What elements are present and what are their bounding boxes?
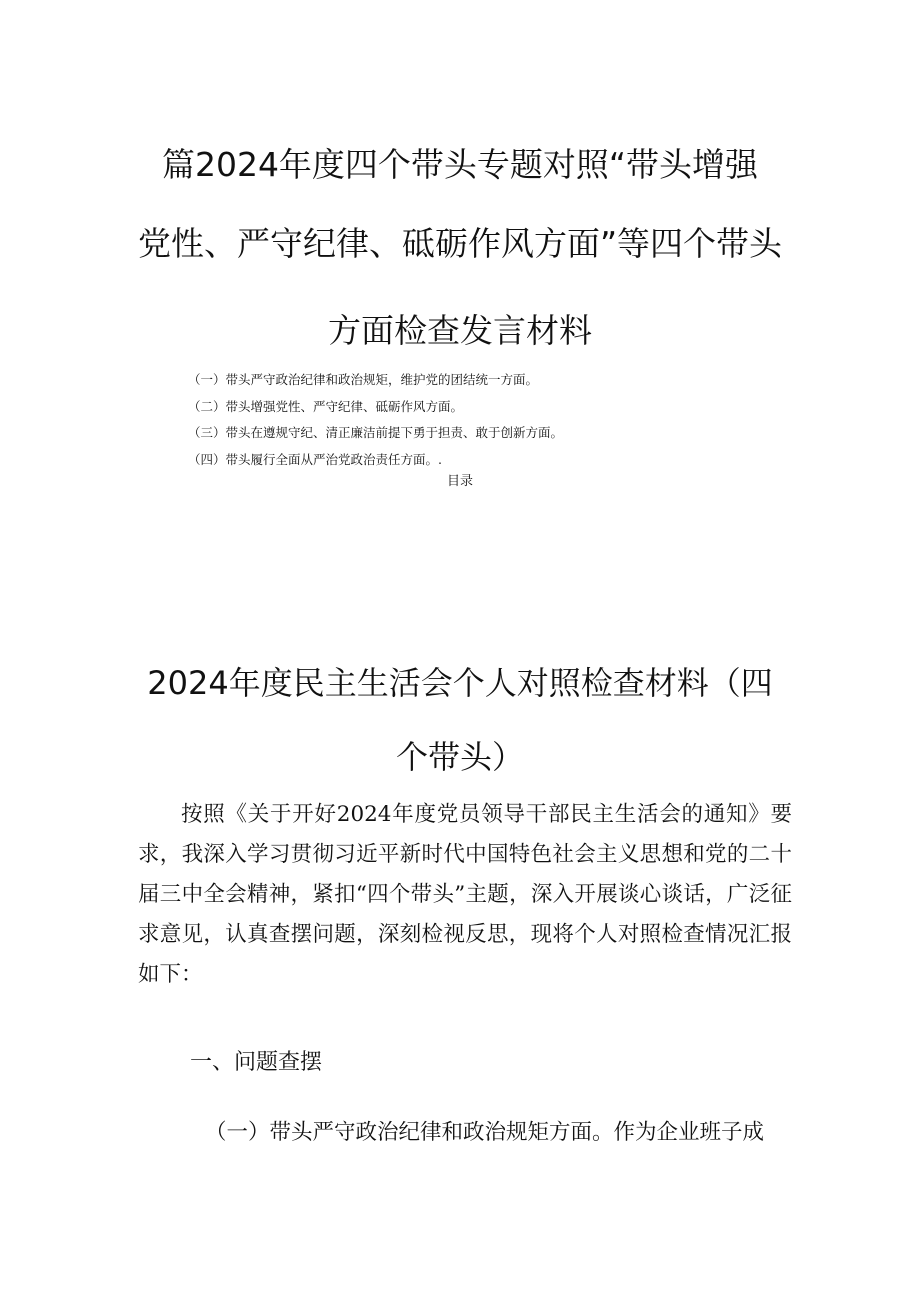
- toc-item[interactable]: （一）带头严守政治纪律和政治规矩，维护党的团结统一方面。: [188, 372, 539, 387]
- document-title-line-2: 党性、严守纪律、砥砺作风方面”等四个带头: [137, 224, 783, 263]
- table-of-contents: [188, 367, 563, 473]
- document-title-line-3: 方面检查发言材料: [328, 311, 592, 350]
- heading-problem-review: 一、问题查摆: [190, 1050, 323, 1075]
- toc-item[interactable]: （三）带头在遵规守纪、清正廉洁前提下勇于担责、敢于创新方面。: [188, 425, 564, 440]
- section-title-line-2: 个带头）: [395, 738, 524, 776]
- intro-paragraph: 按照《关于开好2024年度党员领导干部民主生活会的通知》要求，我深入学习贯彻习近平新时代中国特色社会主义思想和党的二十届三中全会精神，紧扣“四个带头”主题，深入开展谈心谈话，广泛征求意见，认真查摆问题，深刻检视反思，现将个人对照检查情况汇报如下：: [138, 802, 792, 987]
- sub-paragraph: （一）带头严守政治纪律和政治规矩方面。作为企业班子成: [205, 1120, 765, 1145]
- toc-item[interactable]: （四）带头履行全面从严治党政治责任方面。.: [188, 451, 442, 467]
- toc-item[interactable]: （二）带头增强党性、严守纪律、砥砺作风方面。: [188, 398, 464, 414]
- document-title-line-1: 篇2024年度四个带头专题对照“带头增强: [161, 145, 759, 184]
- section-title-line-1: 2024年度民主生活会个人对照检查材料（四: [147, 664, 773, 702]
- toc-heading: 目录: [446, 474, 473, 489]
